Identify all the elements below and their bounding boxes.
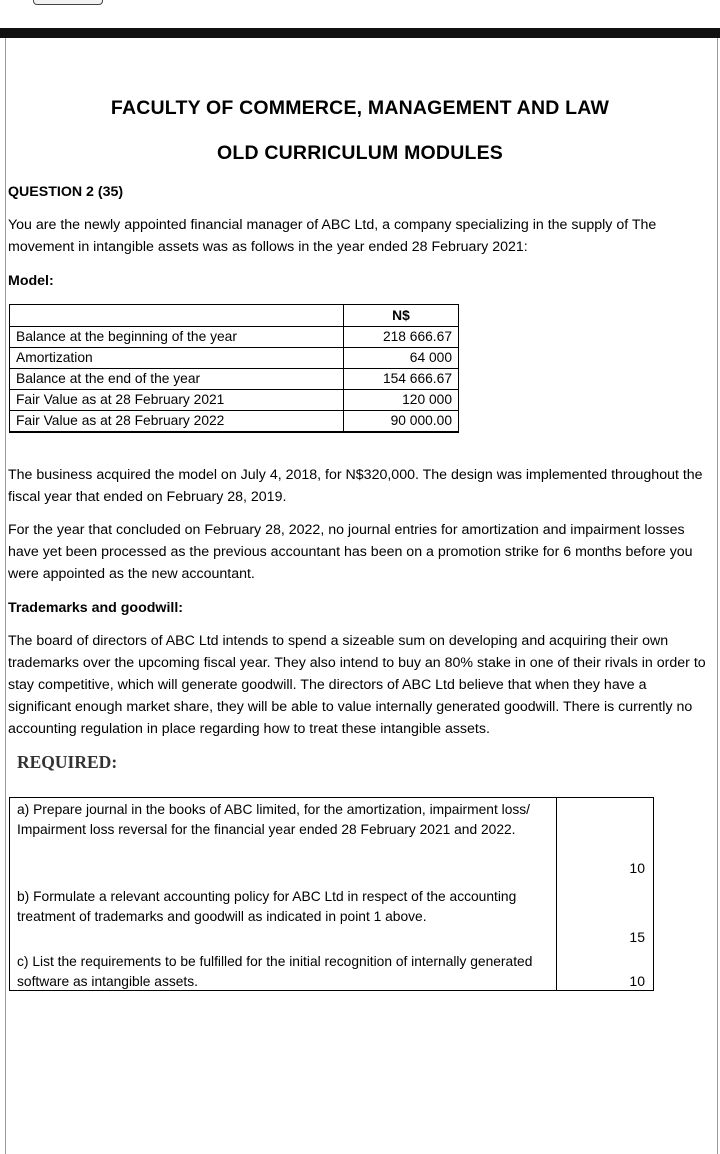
required-item-c: c) List the requirements to be fulfilled for the initial recognition of internally generated software as intangible assets. [17,954,533,989]
table-row [10,348,459,369]
table-header-blank [10,305,344,327]
question-title: QUESTION 2 (35) [8,184,124,200]
row-label: Amortization [10,348,344,369]
table-row [10,411,459,433]
concluded-paragraph: For the year that concluded on February 28, 2022, no journal entries for amortization and impairment losses have yet been processed as the previous accountant has been on a promotion strike for 6 months before you were appointed as the new accountant. [8,522,693,582]
top-bar [0,28,720,38]
row-value: 64 000 [344,348,459,369]
top-tab [33,0,103,5]
marks-c: 10 [629,973,645,989]
table-row [10,327,459,348]
row-value: 120 000 [344,390,459,411]
row-value: 154 666.67 [344,369,459,390]
marks-a: 10 [629,860,645,876]
column-divider [556,798,557,990]
row-label: Fair Value as at 28 February 2022 [10,411,344,433]
marks-b: 15 [629,929,645,945]
row-label: Fair Value as at 28 February 2021 [10,390,344,411]
row-label: Balance at the beginning of the year [10,327,344,348]
required-item-a: a) Prepare journal in the books of ABC limited, for the amortization, impairment loss/ Impairment loss reversal for the financial year ended 28 February 2021 and 2022. [17,802,531,837]
currency-header: N$ [344,305,459,327]
row-value: 90 000.00 [344,411,459,433]
required-table [9,797,654,991]
faculty-title: FACULTY OF COMMERCE, MANAGEMENT AND LAW [110,97,610,119]
model-heading: Model: [8,273,54,289]
required-item-b: b) Formulate a relevant accounting policy for ABC Ltd in respect of the accounting treatment of trademarks and goodwill as indicated in point 1 above. [17,889,517,924]
trademarks-heading: Trademarks and goodwill: [8,600,184,616]
row-label: Balance at the end of the year [10,369,344,390]
curriculum-subtitle: OLD CURRICULUM MODULES [216,142,504,164]
table-row [10,390,459,411]
acquired-paragraph: The business acquired the model on July 4, 2018, for N$320,000. The design was implemented throughout the fiscal year that ended on February 28, 2019. [8,467,703,505]
question-intro: You are the newly appointed financial manager of ABC Ltd, a company specializing in the supply of The movement in intangible assets was as follows in the year ended 28 February 2021: [8,217,657,255]
table-header-row [10,305,459,327]
row-value: 218 666.67 [344,327,459,348]
board-paragraph: The board of directors of ABC Ltd intends to spend a sizeable sum on developing and acquiring their own trademarks over the upcoming fiscal year. They also intend to buy an 80% stake in one of their rivals in order to stay competitive, which will generate goodwill. The directors of ABC Ltd believe that when they have a significant enough market share, they will be able to value internally generated goodwill. There is currently no accounting regulation in place regarding how to treat these intangible assets. [8,633,706,737]
required-heading: REQUIRED: [17,752,118,772]
model-table [9,304,459,433]
table-row [10,369,459,390]
